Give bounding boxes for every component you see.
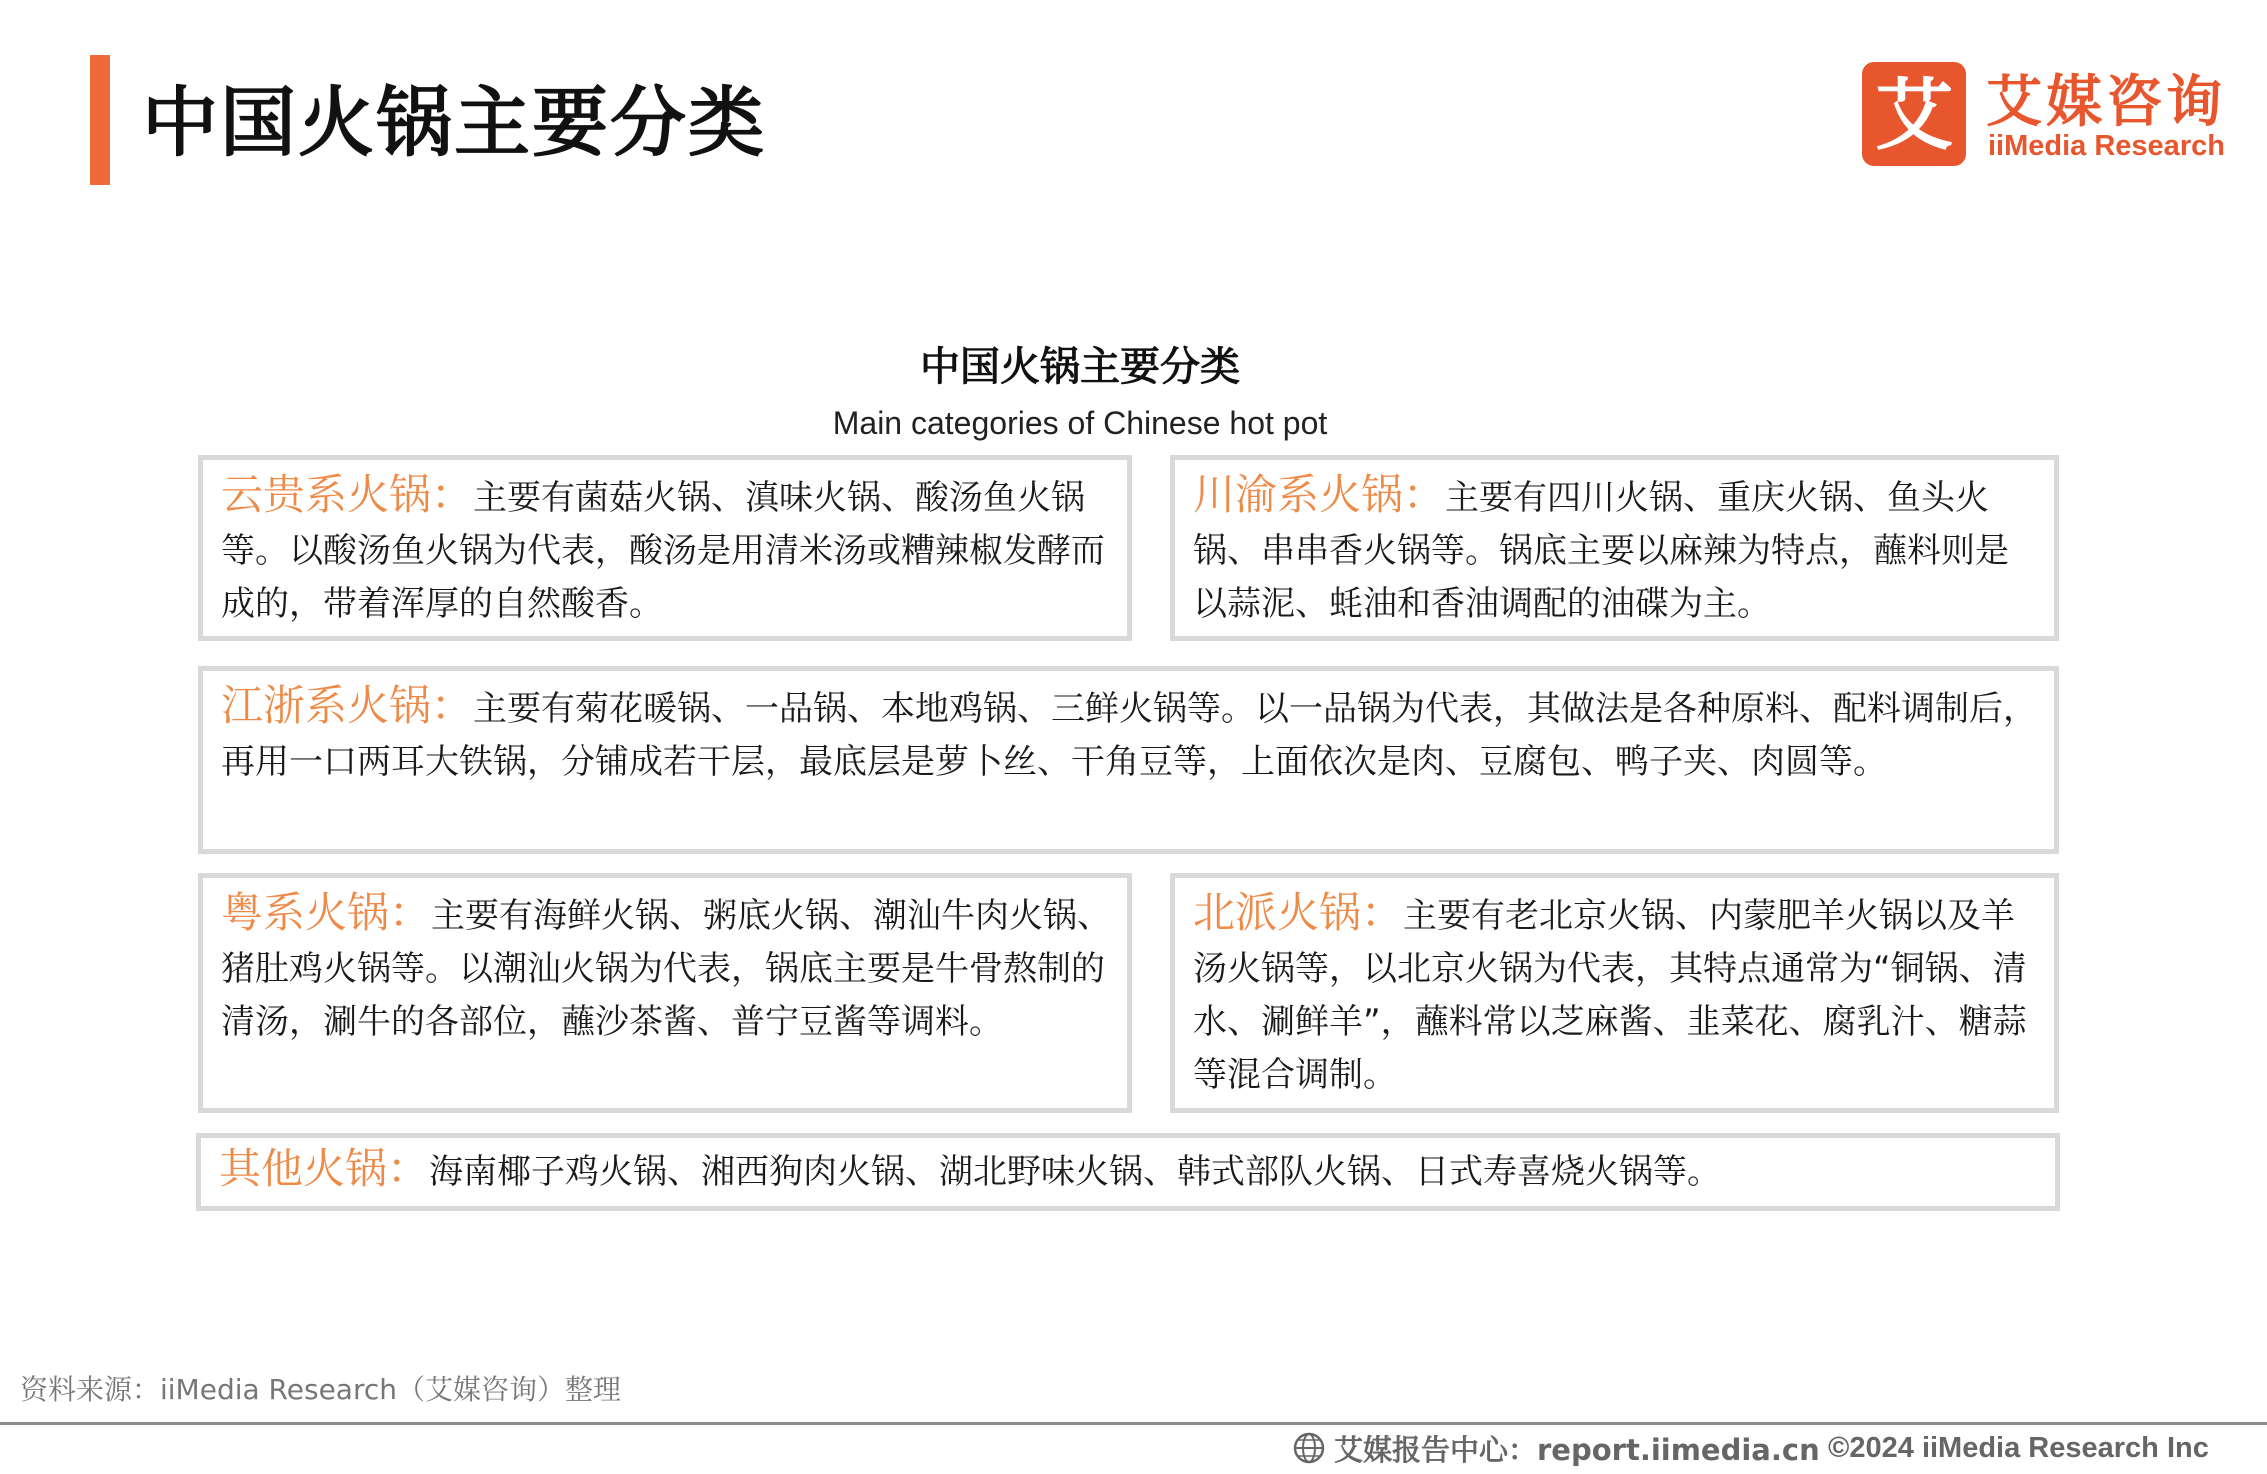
category-label: 江浙系火锅： — [221, 681, 474, 730]
category-text: 主要有四川火锅、重庆火锅、鱼头火锅、串串香火锅等。锅底主要以麻辣为特点，蘸料则是以蒜泥、蚝油和香油调配的油碟为主。 — [1193, 478, 2009, 624]
category-text: 主要有海鲜火锅、粥底火锅、潮汕牛肉火锅、猪肚鸡火锅等。以潮汕火锅为代表，锅底主要是牛骨熬制的清汤，涮牛的各部位，蘸沙茶酱、普宁豆酱等调料。 — [221, 896, 1112, 1042]
category-text: 海南椰子鸡火锅、湘西狗肉火锅、湖北野味火锅、韩式部队火锅、日式寿喜烧火锅等。 — [429, 1152, 1722, 1192]
category-box-other — [196, 1133, 2060, 1211]
category-label: 川渝系火锅： — [1193, 470, 1446, 519]
globe-icon — [1292, 1431, 1326, 1465]
category-label: 粤系火锅： — [221, 888, 432, 937]
page-title: 中国火锅主要分类 — [142, 78, 766, 167]
footer-divider — [0, 1422, 2267, 1425]
chart-subtitle: Main categories of Chinese hot pot — [832, 405, 1328, 441]
logo-name-en: iiMedia Research — [1988, 130, 2225, 162]
footer-site — [1292, 1428, 1820, 1468]
category-box-chuanyu — [1170, 455, 2059, 641]
brand-logo — [1862, 62, 2242, 170]
logo-mark-char: 艾 — [1874, 71, 1954, 161]
category-label: 北派火锅： — [1193, 888, 1404, 937]
category-text: 主要有菌菇火锅、滇味火锅、酸汤鱼火锅等。以酸汤鱼火锅为代表，酸汤是用清米汤或糟辣椒发酵而成的，带着浑厚的自然酸香。 — [221, 478, 1105, 624]
ai-logo-icon — [1862, 62, 1966, 166]
category-text: 主要有菊花暖锅、一品锅、本地鸡锅、三鲜火锅等。以一品锅为代表，其做法是各种原料、配料调制后，再用一口两耳大铁锅，分铺成若干层，最底层是萝卜丝、干角豆等，上面依次是肉、豆腐包、鸭子夹、肉圆等。 — [221, 689, 2038, 782]
title-accent-bar — [90, 55, 110, 185]
footer-copyright: ©2024 iiMedia Research Inc — [1828, 1432, 2209, 1464]
category-box-yungui — [198, 455, 1132, 641]
footer-site-link[interactable]: 艾媒报告中心：report.iimedia.cn — [1334, 1432, 1820, 1467]
category-box-beipai — [1170, 873, 2059, 1113]
source-note: 资料来源：iiMedia Research（艾媒咨询）整理 — [20, 1373, 621, 1406]
category-text: 主要有老北京火锅、内蒙肥羊火锅以及羊汤火锅等，以北京火锅为代表，其特点通常为“铜锅、清水、涮鲜羊”，蘸料常以芝麻酱、韭菜花、腐乳汁、糖蒜等混合调制。 — [1193, 896, 2027, 1095]
category-label: 云贵系火锅： — [221, 470, 474, 519]
category-box-yue — [198, 873, 1132, 1113]
logo-name-cn: 艾媒咨询 — [1986, 70, 2226, 135]
chart-title: 中国火锅主要分类 — [920, 344, 1240, 390]
category-box-jiangzhe — [198, 666, 2059, 854]
category-label: 其他火锅： — [219, 1144, 430, 1193]
